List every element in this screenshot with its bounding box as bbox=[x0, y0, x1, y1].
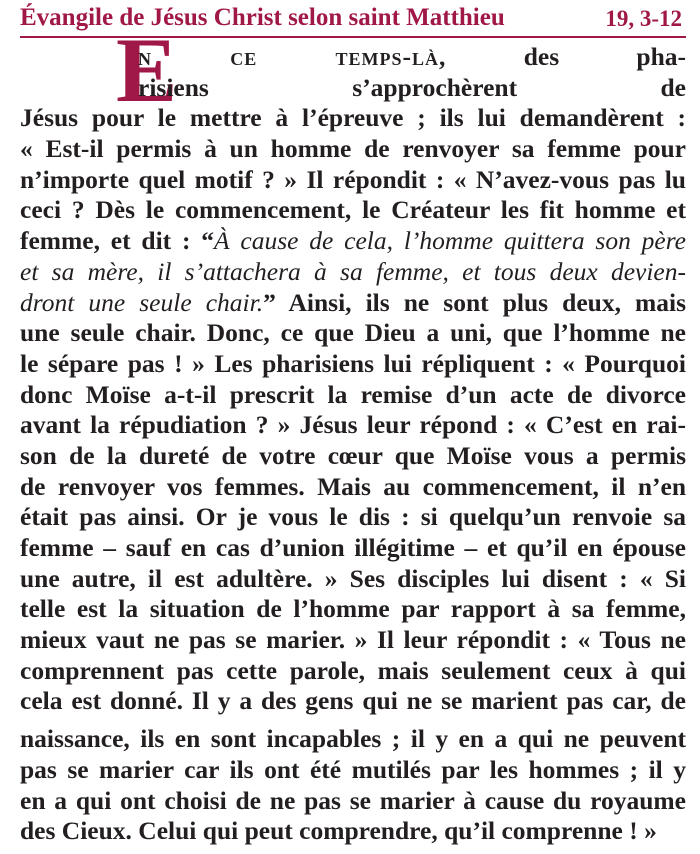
text-line: naissance, ils en sont incapables ; il y en a qui ne peuvent bbox=[20, 724, 686, 754]
text-line: le sépare pas ! » Les pharisiens lui répliquent : « Pourquoi bbox=[20, 348, 686, 378]
text-line: en a qui ont choisi de ne pas se marier à cause du royaume bbox=[20, 785, 686, 815]
text-line: cela est donné. Il y a des gens qui ne se marient pas car, de bbox=[20, 686, 686, 716]
text-line: de renvoyer vos femmes. Mais au commencement, il n’en bbox=[20, 471, 686, 501]
gospel-title: Évangile de Jésus Christ selon saint Matthieu bbox=[20, 4, 505, 31]
quote-italic: dront une seule chair. bbox=[20, 287, 264, 317]
drop-cap: E bbox=[116, 19, 178, 121]
text-line: telle est la situation de l’homme par rapport à sa femme, bbox=[20, 594, 686, 624]
verse-reference: 19, 3-12 bbox=[605, 6, 682, 31]
text-line: Jésus pour le mettre à l’épreuve ; ils lui demandèrent : bbox=[20, 103, 686, 133]
text-line: risiens s’approchèrent de bbox=[138, 72, 686, 102]
text-line: mieux vaut ne pas se marier. » Il leur répondit : « Tous ne bbox=[20, 625, 686, 655]
text-line: une autre, il est adultère. » Ses disciples lui disent : « Si bbox=[20, 563, 686, 593]
text-line: comprennent pas cette parole, mais seulement ceux à qui bbox=[20, 655, 686, 685]
text-line: pas se marier car ils ont été mutilés par les hommes ; il y bbox=[20, 754, 686, 784]
text-line: son de la dureté de votre cœur que Moïse vous a permis bbox=[20, 440, 686, 470]
text-line: « Est-il permis à un homme de renvoyer sa femme pour bbox=[20, 134, 686, 164]
text-line: avant la répudiation ? » Jésus leur répond : « C’est en rai- bbox=[20, 410, 686, 440]
text-line: n’importe quel motif ? » Il répondit : « N’avez-vous pas lu bbox=[20, 164, 686, 194]
gospel-text bbox=[20, 42, 686, 847]
quote-italic: À cause de cela, l’homme quittera son père bbox=[214, 226, 686, 256]
opening-small-caps: n ce temps-là, bbox=[138, 42, 447, 71]
text-line: dront une seule chair.” Ainsi, ils ne sont plus deux, mais bbox=[20, 287, 686, 317]
text-line: donc Moïse a-t-il prescrit la remise d’un acte de divorce bbox=[20, 379, 686, 409]
text-line: une seule chair. Donc, ce que Dieu a uni, que l’homme ne bbox=[20, 318, 686, 348]
text-line: femme – sauf en cas d’union illégitime – et qu’il en épouse bbox=[20, 533, 686, 562]
text-line: femme, et dit : “À cause de cela, l’homme quittera son père bbox=[20, 226, 686, 256]
text-line: n ce temps-là, des pha- bbox=[138, 42, 686, 71]
text-line: ceci ? Dès le commencement, le Créateur les fit homme et bbox=[20, 195, 686, 225]
text-line: des Cieux. Celui qui peut comprendre, qu’il comprenne ! » bbox=[20, 816, 657, 846]
text-line: et sa mère, il s’attachera à sa femme, et tous deux devien- bbox=[20, 256, 686, 286]
text-line: était pas ainsi. Or je vous le dis : si quelqu’un renvoie sa bbox=[20, 502, 686, 532]
